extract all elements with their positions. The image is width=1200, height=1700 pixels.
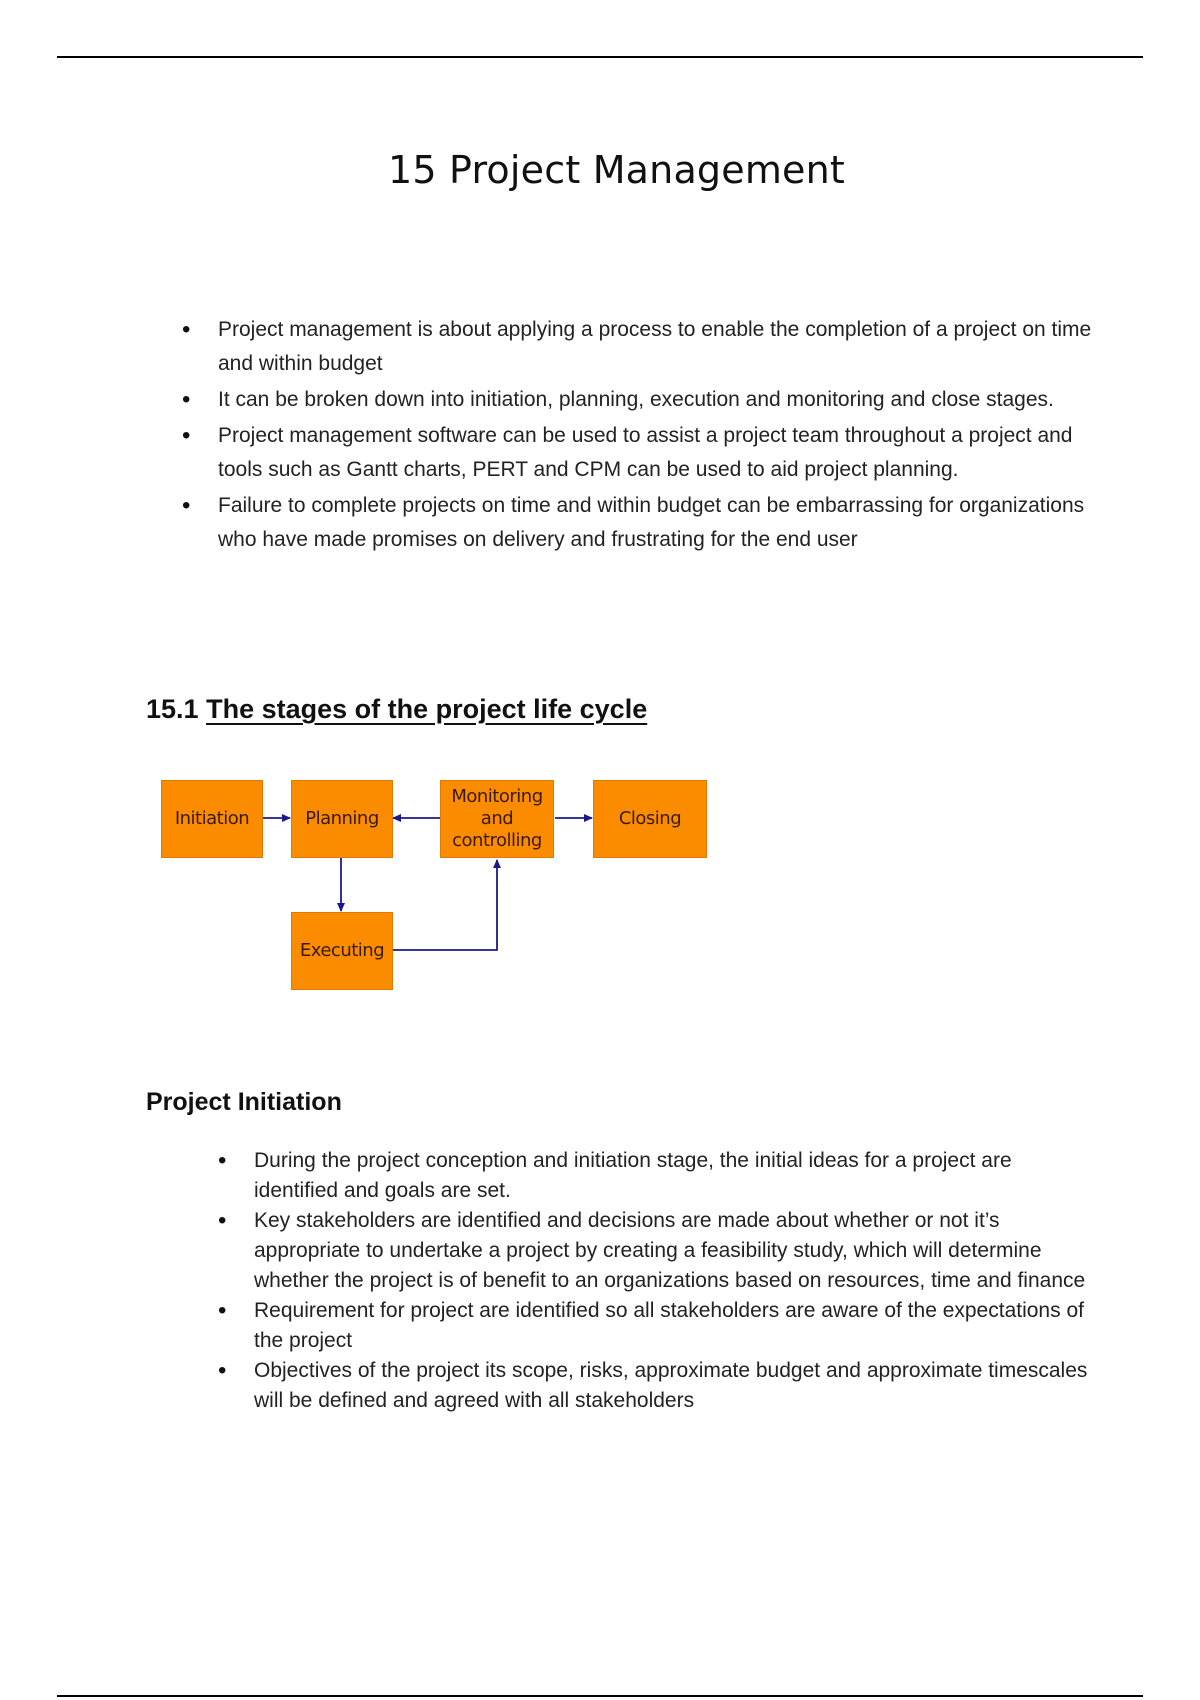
bullet-icon: • bbox=[218, 1297, 227, 1324]
list-item: • During the project conception and initiation stage, the initial ideas for a project are identified and goals are set. bbox=[218, 1147, 1012, 1202]
list-item: • Project management is about applying a process to enable the completion of a project on time and within budget bbox=[218, 313, 1098, 381]
bullet-icon: • bbox=[182, 422, 191, 449]
list-item: • Objectives of the project its scope, risks, approximate budget and approximate timescales will be defined and agreed with all stakeholders bbox=[218, 1357, 1088, 1412]
list-item: • Project management software can be used to assist a project team throughout a project and tools such as Gantt charts, PERT and CPM can be used to aid project planning. bbox=[218, 419, 1098, 487]
bullet-icon: • bbox=[182, 316, 191, 343]
section-title: The stages of the project life cycle bbox=[206, 694, 648, 724]
stage-closing: Closing bbox=[593, 780, 707, 858]
stage-executing: Executing bbox=[291, 912, 393, 990]
initiation-bullet-list bbox=[218, 1146, 1094, 1416]
bullet-icon: • bbox=[182, 492, 191, 519]
list-item: • Key stakeholders are identified and decisions are made about whether or not it’s appropriate to undertake a project by creating a feasibility study, which will determine whether the project is of benefit to an organizations based on resources, time and finance bbox=[218, 1207, 1086, 1292]
section-number: 15.1 bbox=[146, 694, 199, 724]
arrow-executing-to-monitoring bbox=[392, 860, 497, 950]
stage-initiation: Initiation bbox=[161, 780, 263, 858]
bullet-icon: • bbox=[218, 1207, 227, 1234]
intro-bullet-list bbox=[182, 313, 1098, 559]
list-item: • Requirement for project are identified so all stakeholders are aware of the expectations of the project bbox=[218, 1297, 1084, 1352]
bullet-icon: • bbox=[218, 1357, 227, 1384]
bottom-rule bbox=[57, 1695, 1143, 1697]
section-heading bbox=[146, 694, 647, 725]
bullet-icon: • bbox=[218, 1147, 227, 1174]
stage-monitoring-and-controlling: Monitoring and controlling bbox=[440, 780, 554, 858]
list-item: • Failure to complete projects on time and within budget can be embarrassing for organizations who have made promises on delivery and frustrating for the end user bbox=[218, 489, 1098, 557]
project-initiation-heading: Project Initiation bbox=[146, 1088, 342, 1116]
bullet-icon: • bbox=[182, 386, 191, 413]
page-title: 15 Project Management bbox=[387, 148, 846, 192]
top-rule bbox=[57, 56, 1143, 58]
list-item: • It can be broken down into initiation, planning, execution and monitoring and close stages. bbox=[218, 383, 1098, 417]
stage-planning: Planning bbox=[291, 780, 393, 858]
